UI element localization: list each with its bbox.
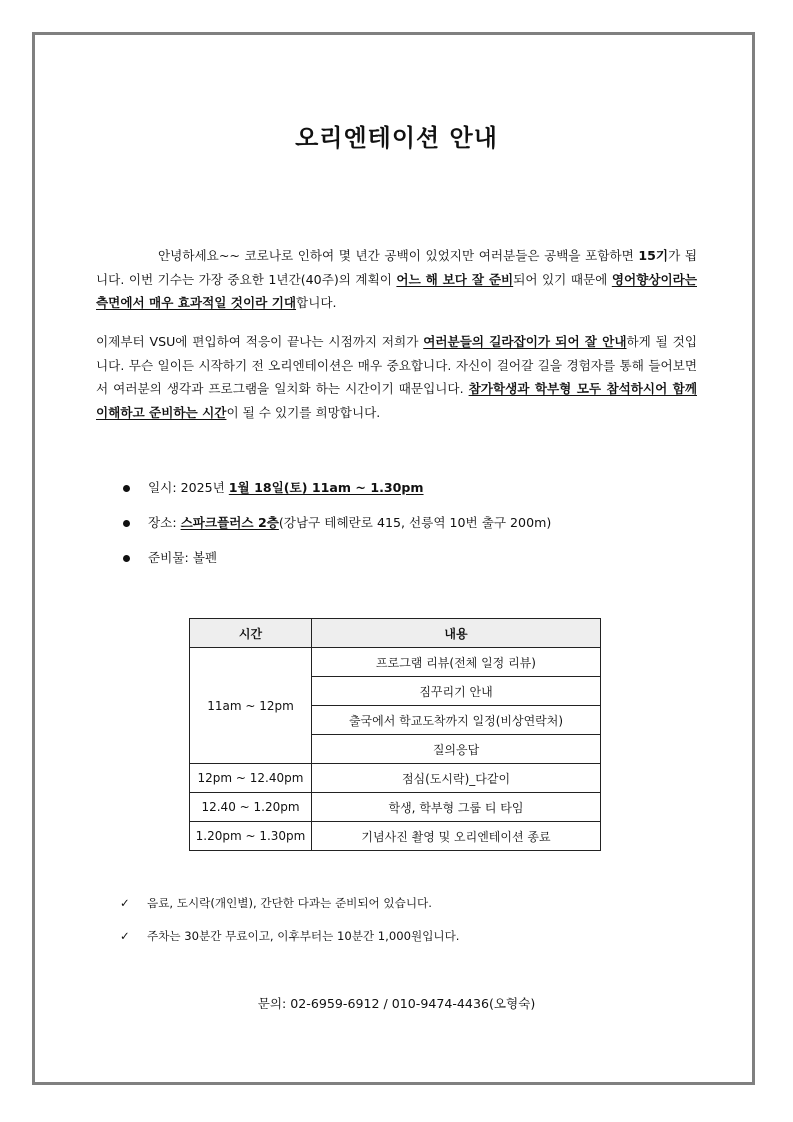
event-date-item xyxy=(120,476,551,511)
checkmark-icon: ✓ xyxy=(120,896,130,910)
contact-info: 문의: 02-6959-6912 / 010-9474-4436(오형숙) xyxy=(257,996,536,1011)
time-cell: 1.20pm ~ 1.30pm xyxy=(190,822,312,851)
event-place-item xyxy=(120,511,551,546)
guide-emphasis-guide: 여러분들의 길라잡이가 되어 잘 안내 xyxy=(423,334,627,349)
intro-emphasis-prepared: 어느 해 보다 잘 준비 xyxy=(396,271,514,287)
place-address: (강남구 테헤란로 415, 선릉역 10번 출구 200m) xyxy=(278,515,552,530)
event-details-list xyxy=(120,476,551,581)
guide-text-2: 하게 될 것입니다. 무슨 일이든 시작하기 전 오리엔테이션은 매우 중요합니다. 자신이 걸어갈 길을 경험자를 통해 들어보면서 여러분의 생각과 프로그램을 일치화 하는 시간이기 때문입니다. xyxy=(96,334,697,396)
guide-text-3: 이 될 수 있기를 희망합니다. xyxy=(226,404,381,420)
intro-text-1: 안녕하세요~~ 코로나로 인하여 몇 년간 공백이 있었지만 여러분들은 공백을 포함하면 xyxy=(158,248,639,263)
time-cell: 12pm ~ 12.40pm xyxy=(190,764,312,793)
content-cell: 짐꾸리기 안내 xyxy=(312,677,601,706)
header-content: 내용 xyxy=(312,619,601,648)
content-cell: 질의응답 xyxy=(312,735,601,764)
note-text: 주차는 30분간 무료이고, 이후부터는 10분간 1,000원입니다. xyxy=(147,929,460,943)
intro-emphasis-expectation: 영어향상이라는 측면에서 매우 효과적일 것이라 기대 xyxy=(96,271,697,310)
note-text: 음료, 도시락(개인별), 간단한 다과는 준비되어 있습니다. xyxy=(147,896,432,910)
content-cell: 학생, 학부형 그룹 티 타임 xyxy=(312,793,601,822)
schedule-table xyxy=(189,618,601,851)
table-row xyxy=(190,648,601,677)
note-item xyxy=(120,924,460,957)
table-header-row xyxy=(190,619,601,648)
header-time: 시간 xyxy=(190,619,312,648)
intro-text-3: 되어 있기 때문에 xyxy=(513,271,612,287)
checkmark-icon: ✓ xyxy=(120,929,130,943)
guide-paragraph xyxy=(96,330,697,424)
time-cell: 12.40 ~ 1.20pm xyxy=(190,793,312,822)
intro-text-2: 가 됩니다. 이번 기수는 가장 중요한 1년간(40주)의 계획이 xyxy=(96,248,697,287)
content-cell: 점심(도시락)_다같이 xyxy=(312,764,601,793)
content-cell: 프로그램 리뷰(전체 일정 리뷰) xyxy=(312,648,601,677)
guide-emphasis-attendance: 참가학생과 학부형 모두 참석하시어 함께 이해하고 준비하는 시간 xyxy=(96,381,697,420)
time-cell: 11am ~ 12pm xyxy=(190,648,312,764)
date-value: 1월 18일(토) 11am ~ 1.30pm xyxy=(228,480,424,495)
content-cell: 기념사진 촬영 및 오리엔테이션 종료 xyxy=(312,822,601,851)
guide-text-1: 이제부터 VSU에 편입하여 적응이 끝나는 시점까지 저희가 xyxy=(96,334,424,349)
supplies-text: 준비물: 볼펜 xyxy=(148,550,218,565)
cohort-number: 15기 xyxy=(638,248,669,263)
table-row xyxy=(190,764,601,793)
table-row xyxy=(190,822,601,851)
intro-paragraph xyxy=(96,244,697,315)
page-title: 오리엔테이션 안내 xyxy=(295,124,498,152)
event-supplies-item xyxy=(120,546,551,581)
date-label: 일시: 2025년 xyxy=(148,480,229,495)
note-item xyxy=(120,891,460,924)
place-value: 스파크플러스 2층 xyxy=(180,515,279,530)
notes-list xyxy=(120,891,460,957)
content-cell: 출국에서 학교도착까지 일정(비상연락처) xyxy=(312,706,601,735)
intro-text-4: 합니다. xyxy=(296,295,337,310)
place-label: 장소: xyxy=(148,515,181,530)
table-row xyxy=(190,793,601,822)
